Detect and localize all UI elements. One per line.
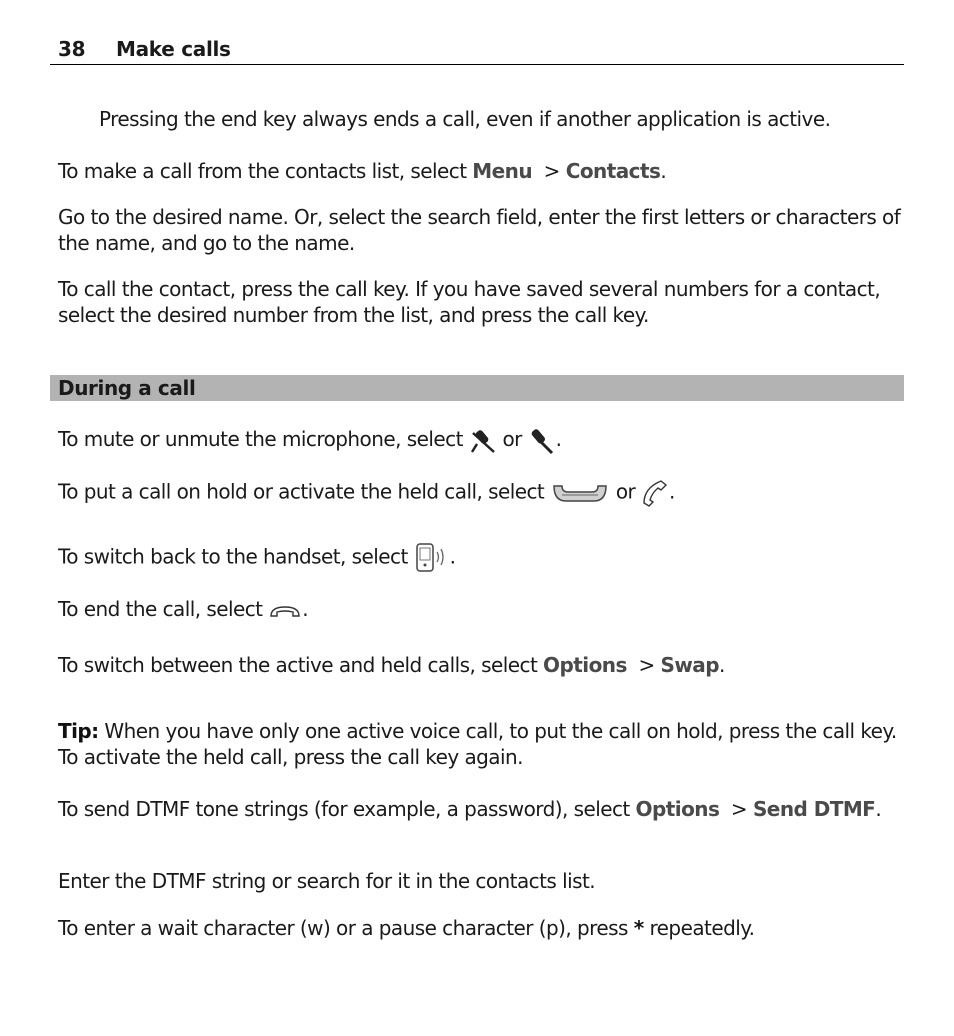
period: .: [449, 544, 456, 569]
hold-text: To put a call on hold or activate the held call, select: [58, 479, 551, 504]
dtmf-text: To send DTMF tone strings (for example, a password), select: [58, 797, 636, 821]
page-title: Make calls: [116, 37, 231, 61]
intro-note: Pressing the end key always ends a call, even if another application is active.: [99, 107, 831, 131]
tip-text: When you have only one active voice call, to put the call on hold, press the call key. To activate the held call, press the call key again.: [58, 719, 897, 769]
options-label: Options: [543, 653, 627, 677]
page-number: 38: [58, 37, 86, 61]
wait-text: To enter a wait character (w) or a pause character (p), press: [58, 916, 634, 940]
separator: >: [626, 653, 661, 677]
activate-call-icon: [641, 478, 669, 508]
separator: >: [532, 159, 566, 183]
period: .: [875, 797, 882, 821]
wait-text-end: repeatedly.: [643, 916, 755, 940]
end-call-icon: [268, 600, 302, 622]
tip-label: Tip:: [58, 719, 99, 743]
tip-paragraph: [58, 718, 904, 770]
period: .: [669, 479, 675, 504]
or-text: or: [496, 427, 528, 451]
or-text: or: [610, 479, 641, 504]
hold-paragraph: [58, 478, 904, 508]
end-text: To end the call, select: [58, 597, 269, 621]
period: .: [718, 653, 725, 677]
section-header: [50, 375, 904, 401]
dtmf-paragraph: [58, 796, 904, 822]
mute-text: To mute or unmute the microphone, select: [58, 427, 469, 451]
separator: >: [719, 797, 753, 821]
contacts-label: Contacts: [565, 159, 661, 183]
handset-paragraph: [58, 542, 904, 574]
swap-text: To switch between the active and held calls, select: [58, 653, 544, 677]
options-label: Options: [635, 797, 720, 821]
hold-icon: [550, 479, 610, 507]
page-header: [50, 34, 904, 65]
period: .: [555, 427, 562, 451]
handset-icon: [414, 542, 450, 574]
unmute-mic-icon: [528, 427, 556, 455]
call-paragraph: To call the contact, press the call key. If you have saved several numbers for a contact, select the desired number from the list, and press the call key.: [58, 277, 881, 327]
mute-mic-icon: [469, 427, 497, 455]
swap-paragraph: [58, 652, 904, 678]
wait-paragraph: [58, 915, 904, 941]
period: .: [660, 159, 667, 183]
menu-label: Menu: [472, 159, 533, 183]
goto-paragraph: Go to the desired name. Or, select the search field, enter the first letters or characters of the name, and go to the name.: [58, 205, 901, 255]
handset-text: To switch back to the handset, select: [58, 544, 414, 569]
send-dtmf-label: Send DTMF: [752, 797, 876, 821]
period: .: [302, 597, 309, 621]
mute-paragraph: [58, 426, 904, 455]
star-key: *: [633, 916, 644, 940]
end-paragraph: [58, 596, 904, 622]
contacts-paragraph: [58, 158, 904, 184]
contacts-text: To make a call from the contacts list, select: [58, 159, 473, 183]
swap-label: Swap: [660, 653, 719, 677]
section-title: During a call: [58, 376, 196, 400]
dtmf-enter-paragraph: Enter the DTMF string or search for it in the contacts list.: [58, 869, 596, 893]
